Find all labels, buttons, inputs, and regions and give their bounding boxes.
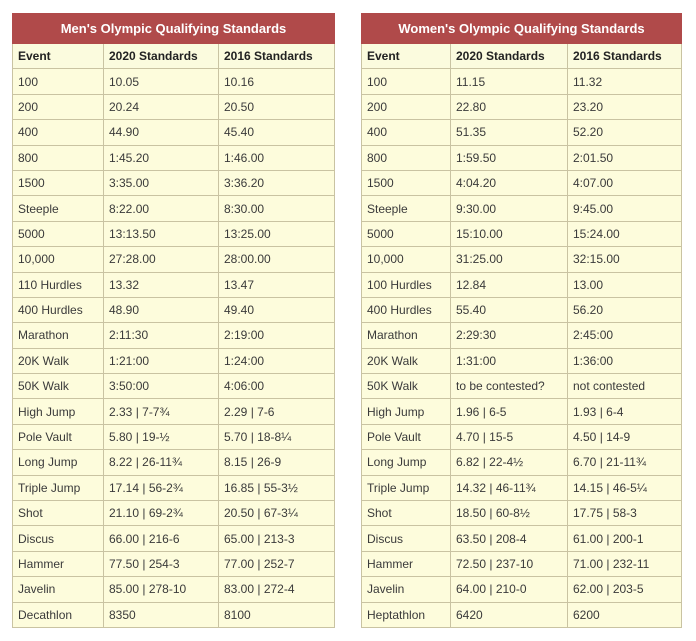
cell-event: 800 [362, 145, 451, 170]
cell-2020: 12.84 [451, 272, 568, 297]
cell-event: 100 [362, 69, 451, 94]
cell-2016: 8:30.00 [219, 196, 335, 221]
table-row [362, 424, 682, 449]
cell-2016: 4.50 | 14-9 [568, 424, 682, 449]
table-row [13, 602, 335, 627]
table-row [13, 450, 335, 475]
cell-2020: 31:25.00 [451, 247, 568, 272]
cell-2016: 2:01.50 [568, 145, 682, 170]
table-row [362, 526, 682, 551]
table-row [362, 374, 682, 399]
table-row [362, 399, 682, 424]
cell-2016: 23.20 [568, 94, 682, 119]
cell-event: 100 [13, 69, 104, 94]
cell-2020: 1.96 | 6-5 [451, 399, 568, 424]
cell-2020: 6420 [451, 602, 568, 627]
cell-event: Shot [362, 501, 451, 526]
cell-2016: 16.85 | 55-3½ [219, 475, 335, 500]
cell-2020: 8350 [104, 602, 219, 627]
cell-event: High Jump [362, 399, 451, 424]
cell-2020: 5.80 | 19-½ [104, 424, 219, 449]
cell-2016: 17.75 | 58-3 [568, 501, 682, 526]
table-row [362, 348, 682, 373]
cell-2020: 21.10 | 69-2¾ [104, 501, 219, 526]
cell-2016: 4:06:00 [219, 374, 335, 399]
cell-2020: 51.35 [451, 120, 568, 145]
cell-event: Pole Vault [362, 424, 451, 449]
cell-2020: 44.90 [104, 120, 219, 145]
cell-event: Steeple [13, 196, 104, 221]
cell-2020: 15:10.00 [451, 221, 568, 246]
cell-2016: 28:00.00 [219, 247, 335, 272]
cell-2020: 64.00 | 210-0 [451, 577, 568, 602]
cell-event: 5000 [13, 221, 104, 246]
cell-2020: 63.50 | 208-4 [451, 526, 568, 551]
table-row [362, 501, 682, 526]
cell-2020: to be contested? [451, 374, 568, 399]
cell-event: 800 [13, 145, 104, 170]
cell-event: Javelin [362, 577, 451, 602]
cell-2016: 1.93 | 6-4 [568, 399, 682, 424]
table-row [362, 196, 682, 221]
cell-event: 20K Walk [13, 348, 104, 373]
cell-event: Pole Vault [13, 424, 104, 449]
table-row [362, 69, 682, 94]
cell-2016: 62.00 | 203-5 [568, 577, 682, 602]
cell-2020: 9:30.00 [451, 196, 568, 221]
cell-event: 100 Hurdles [362, 272, 451, 297]
table-row [13, 272, 335, 297]
cell-event: Hammer [13, 551, 104, 576]
cell-2016: 2:45:00 [568, 323, 682, 348]
womens-table-body [362, 69, 682, 628]
cell-2016: 61.00 | 200-1 [568, 526, 682, 551]
cell-event: 1500 [13, 170, 104, 195]
cell-event: High Jump [13, 399, 104, 424]
table-row [13, 424, 335, 449]
cell-2016: not contested [568, 374, 682, 399]
cell-2020: 20.24 [104, 94, 219, 119]
mens-standards-table [12, 13, 335, 628]
cell-2020: 4:04.20 [451, 170, 568, 195]
cell-2020: 2:11:30 [104, 323, 219, 348]
cell-event: 10,000 [362, 247, 451, 272]
cell-2020: 13.32 [104, 272, 219, 297]
table-row [13, 475, 335, 500]
cell-2016: 20.50 [219, 94, 335, 119]
cell-2020: 18.50 | 60-8½ [451, 501, 568, 526]
cell-2020: 8:22.00 [104, 196, 219, 221]
table-row [13, 69, 335, 94]
cell-2016: 65.00 | 213-3 [219, 526, 335, 551]
womens-header-event: Event [362, 44, 451, 69]
table-row [362, 577, 682, 602]
cell-event: Triple Jump [13, 475, 104, 500]
cell-event: Javelin [13, 577, 104, 602]
cell-event: Long Jump [13, 450, 104, 475]
cell-2020: 2.33 | 7-7¾ [104, 399, 219, 424]
table-row [13, 501, 335, 526]
cell-event: Shot [13, 501, 104, 526]
cell-2016: 77.00 | 252-7 [219, 551, 335, 576]
cell-2016: 1:46.00 [219, 145, 335, 170]
mens-header-2020: 2020 Standards [104, 44, 219, 69]
cell-event: Long Jump [362, 450, 451, 475]
cell-2020: 1:45.20 [104, 145, 219, 170]
cell-2016: 11.32 [568, 69, 682, 94]
table-row [362, 170, 682, 195]
table-row [362, 145, 682, 170]
cell-2016: 71.00 | 232-11 [568, 551, 682, 576]
table-row [362, 247, 682, 272]
cell-2020: 1:21:00 [104, 348, 219, 373]
table-row [13, 374, 335, 399]
cell-event: 400 [362, 120, 451, 145]
cell-2016: 13.00 [568, 272, 682, 297]
cell-2020: 14.32 | 46-11¾ [451, 475, 568, 500]
table-row [13, 399, 335, 424]
cell-2016: 10.16 [219, 69, 335, 94]
womens-header-2016: 2016 Standards [568, 44, 682, 69]
table-row [13, 247, 335, 272]
cell-2016: 13.47 [219, 272, 335, 297]
cell-2020: 6.82 | 22-4½ [451, 450, 568, 475]
cell-2020: 11.15 [451, 69, 568, 94]
mens-header-event: Event [13, 44, 104, 69]
cell-2020: 13:13.50 [104, 221, 219, 246]
mens-table-body [13, 69, 335, 628]
cell-2020: 3:50:00 [104, 374, 219, 399]
table-row [13, 170, 335, 195]
womens-standards-table [361, 13, 682, 628]
cell-2020: 1:59.50 [451, 145, 568, 170]
table-row [13, 120, 335, 145]
mens-table-title: Men's Olympic Qualifying Standards [13, 14, 335, 44]
table-row [13, 526, 335, 551]
cell-2016: 45.40 [219, 120, 335, 145]
cell-2016: 3:36.20 [219, 170, 335, 195]
cell-event: Triple Jump [362, 475, 451, 500]
cell-2020: 72.50 | 237-10 [451, 551, 568, 576]
cell-2016: 15:24.00 [568, 221, 682, 246]
cell-2016: 2:19:00 [219, 323, 335, 348]
cell-2016: 52.20 [568, 120, 682, 145]
cell-event: Hammer [362, 551, 451, 576]
cell-event: 10,000 [13, 247, 104, 272]
cell-event: Decathlon [13, 602, 104, 627]
table-row [362, 272, 682, 297]
cell-2016: 6.70 | 21-11¾ [568, 450, 682, 475]
cell-2016: 1:24:00 [219, 348, 335, 373]
cell-2016: 8100 [219, 602, 335, 627]
table-row [13, 297, 335, 322]
table-row [362, 323, 682, 348]
cell-event: 50K Walk [13, 374, 104, 399]
table-row [362, 221, 682, 246]
table-row [362, 120, 682, 145]
cell-event: Heptathlon [362, 602, 451, 627]
table-row [362, 475, 682, 500]
cell-2020: 55.40 [451, 297, 568, 322]
cell-2020: 2:29:30 [451, 323, 568, 348]
cell-2020: 8.22 | 26-11¾ [104, 450, 219, 475]
cell-event: Marathon [362, 323, 451, 348]
cell-event: Discus [13, 526, 104, 551]
table-row [362, 602, 682, 627]
table-row [362, 297, 682, 322]
table-row [362, 94, 682, 119]
cell-2016: 14.15 | 46-5¼ [568, 475, 682, 500]
cell-2016: 8.15 | 26-9 [219, 450, 335, 475]
cell-event: 400 Hurdles [362, 297, 451, 322]
cell-2020: 85.00 | 278-10 [104, 577, 219, 602]
cell-2020: 66.00 | 216-6 [104, 526, 219, 551]
cell-event: Discus [362, 526, 451, 551]
cell-event: 400 Hurdles [13, 297, 104, 322]
cell-event: Steeple [362, 196, 451, 221]
womens-table-title: Women's Olympic Qualifying Standards [362, 14, 682, 44]
cell-2020: 22.80 [451, 94, 568, 119]
cell-2020: 27:28.00 [104, 247, 219, 272]
womens-header-2020: 2020 Standards [451, 44, 568, 69]
cell-2016: 2.29 | 7-6 [219, 399, 335, 424]
cell-event: 50K Walk [362, 374, 451, 399]
cell-event: 200 [13, 94, 104, 119]
cell-2016: 5.70 | 18-8¼ [219, 424, 335, 449]
table-row [13, 196, 335, 221]
table-row [13, 221, 335, 246]
table-row [13, 348, 335, 373]
cell-event: 110 Hurdles [13, 272, 104, 297]
cell-2016: 4:07.00 [568, 170, 682, 195]
table-row [13, 551, 335, 576]
cell-2020: 77.50 | 254-3 [104, 551, 219, 576]
cell-2016: 32:15.00 [568, 247, 682, 272]
cell-2016: 49.40 [219, 297, 335, 322]
cell-event: 1500 [362, 170, 451, 195]
cell-event: 400 [13, 120, 104, 145]
cell-event: 5000 [362, 221, 451, 246]
cell-event: Marathon [13, 323, 104, 348]
cell-2020: 4.70 | 15-5 [451, 424, 568, 449]
mens-header-2016: 2016 Standards [219, 44, 335, 69]
cell-2016: 13:25.00 [219, 221, 335, 246]
table-row [13, 94, 335, 119]
table-row [13, 323, 335, 348]
cell-2016: 56.20 [568, 297, 682, 322]
cell-2016: 83.00 | 272-4 [219, 577, 335, 602]
table-row [13, 577, 335, 602]
table-row [362, 551, 682, 576]
cell-2016: 9:45.00 [568, 196, 682, 221]
cell-2020: 3:35.00 [104, 170, 219, 195]
cell-2016: 1:36:00 [568, 348, 682, 373]
cell-2020: 10.05 [104, 69, 219, 94]
cell-2020: 1:31:00 [451, 348, 568, 373]
table-row [13, 145, 335, 170]
cell-event: 20K Walk [362, 348, 451, 373]
cell-event: 200 [362, 94, 451, 119]
cell-2016: 6200 [568, 602, 682, 627]
cell-2016: 20.50 | 67-3¼ [219, 501, 335, 526]
cell-2020: 17.14 | 56-2¾ [104, 475, 219, 500]
cell-2020: 48.90 [104, 297, 219, 322]
table-row [362, 450, 682, 475]
